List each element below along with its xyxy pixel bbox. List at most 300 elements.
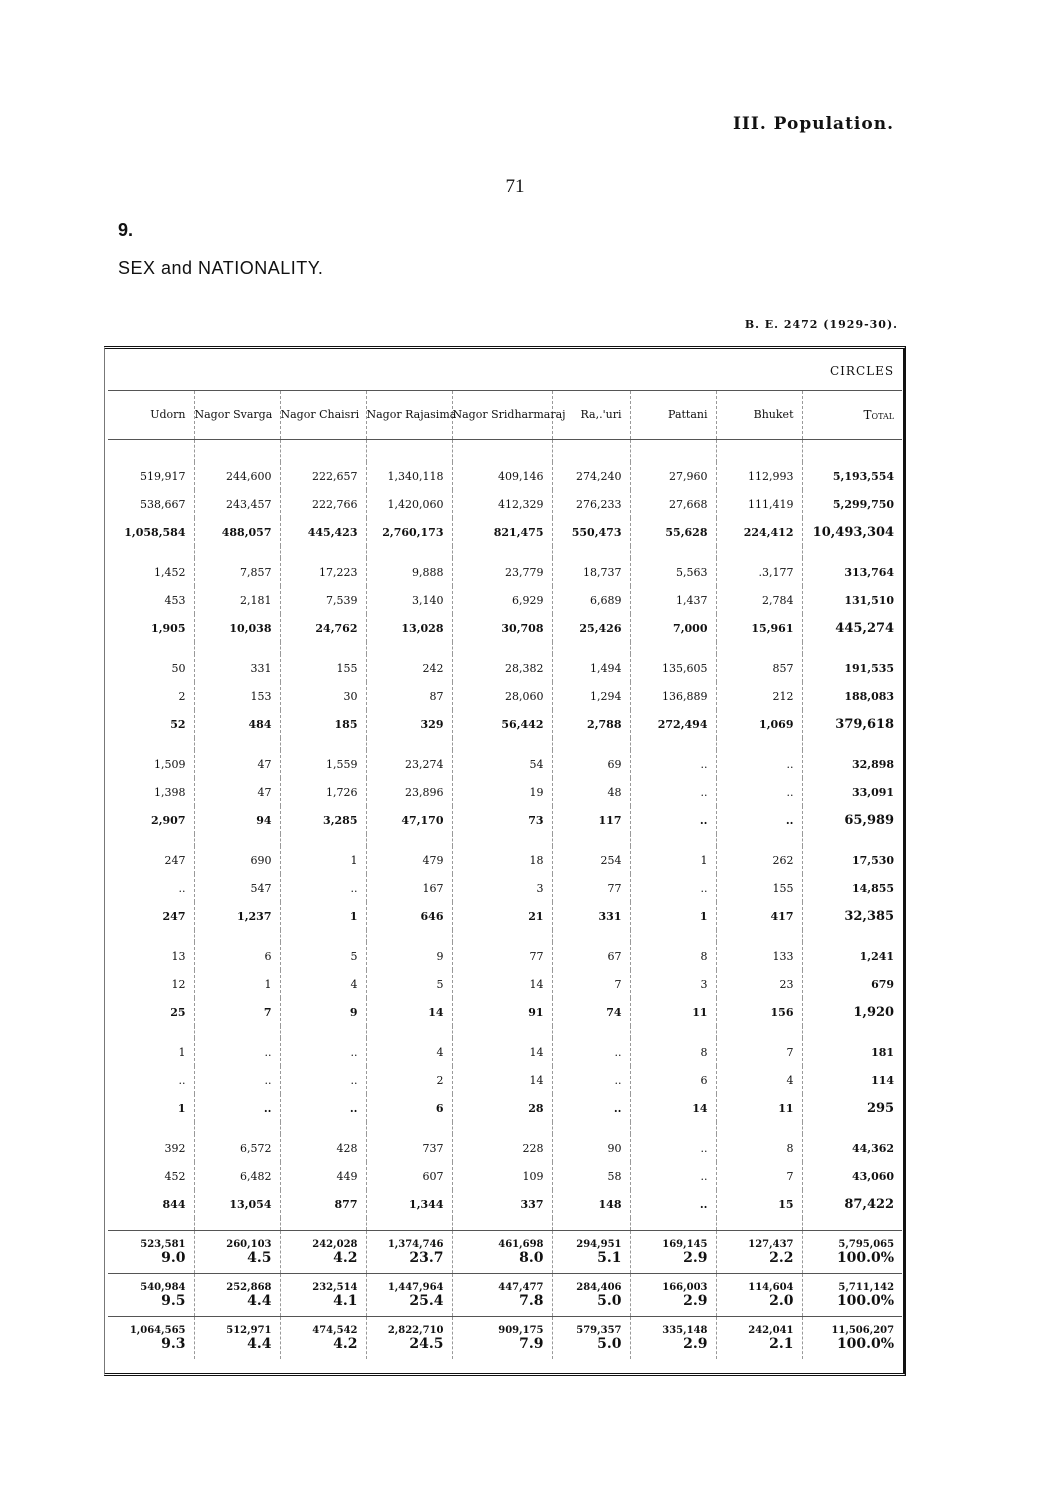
table-cell: 844 — [162, 1197, 186, 1211]
summary-percent: 8.0 — [519, 1250, 544, 1266]
table-cell: 9 — [366, 942, 452, 970]
summary-percent: 4.2 — [333, 1250, 358, 1266]
table-cell: 109 — [452, 1162, 552, 1190]
summary-value: 335,148 — [662, 1325, 708, 1336]
table-cell: 262 — [716, 846, 802, 874]
summary-percent: 4.4 — [247, 1293, 272, 1309]
table-cell: 1,340,118 — [366, 462, 452, 490]
table-cell: 136,889 — [630, 682, 716, 710]
table-cell: 1,494 — [552, 654, 630, 682]
summary-cell — [194, 1231, 280, 1274]
table-cell: 30 — [280, 682, 366, 710]
table-row — [108, 490, 902, 518]
table-cell: 7 — [716, 1038, 802, 1066]
table-cell: 6,572 — [194, 1134, 280, 1162]
summary-cell — [802, 1274, 902, 1317]
table-cell: 6 — [630, 1066, 716, 1094]
summary-value: 5,711,142 — [838, 1282, 895, 1293]
table-cell: 56,442 — [452, 710, 552, 738]
table-cell: 5,299,750 — [802, 490, 902, 518]
table-cell: 181 — [802, 1038, 902, 1066]
table-cell: 1,420,060 — [366, 490, 452, 518]
table-cell: 9 — [280, 998, 366, 1026]
summary-row — [108, 1274, 902, 1317]
table-cell: .. — [630, 778, 716, 806]
table-cell: 857 — [716, 654, 802, 682]
summary-value: 166,003 — [662, 1282, 708, 1293]
table-cell: 90 — [552, 1134, 630, 1162]
table-row — [108, 1038, 902, 1066]
table-cell: 1 — [194, 970, 280, 998]
table-cell: 877 — [280, 1190, 366, 1218]
table-row — [108, 558, 902, 586]
table-cell: 331 — [552, 902, 630, 930]
table-cell: 155 — [280, 654, 366, 682]
table-cell: 488,057 — [194, 518, 280, 546]
table-cell: 2,181 — [194, 586, 280, 614]
table-cell: 6 — [194, 942, 280, 970]
table-cell: 2,788 — [552, 710, 630, 738]
summary-percent: 4.2 — [333, 1336, 358, 1352]
summary-value: 2,822,710 — [387, 1325, 444, 1336]
table-cell: 1,905 — [151, 621, 186, 635]
table-cell: 44,362 — [802, 1134, 902, 1162]
table-cell: 91 — [452, 998, 552, 1026]
table-cell: 212 — [716, 682, 802, 710]
table-cell: 24,762 — [280, 614, 366, 642]
table-cell: 3 — [630, 970, 716, 998]
summary-value: 127,437 — [748, 1239, 794, 1250]
summary-percent: 5.0 — [597, 1293, 622, 1309]
table-cell: 4 — [280, 970, 366, 998]
summary-cell — [552, 1231, 630, 1274]
table-cell: 19 — [452, 778, 552, 806]
summary-cell — [452, 1231, 552, 1274]
table-cell: .. — [630, 1134, 716, 1162]
table-cell: 4 — [716, 1066, 802, 1094]
census-table — [108, 352, 902, 1359]
table-cell: 54 — [452, 750, 552, 778]
table-cell: 547 — [194, 874, 280, 902]
table-cell: 646 — [366, 902, 452, 930]
column-header: Bhuket — [716, 391, 802, 440]
table-cell: 690 — [194, 846, 280, 874]
summary-percent: 9.0 — [161, 1250, 186, 1266]
table-cell: 25 — [170, 1005, 186, 1019]
table-row — [108, 1066, 902, 1094]
summary-value: 1,447,964 — [387, 1282, 444, 1293]
period-label: B. E. 2472 (1929-30). — [744, 318, 898, 331]
column-header: Ra,.'uri — [552, 391, 630, 440]
table-cell: .. — [630, 874, 716, 902]
table-cell: 7,000 — [630, 614, 716, 642]
table-cell: .. — [178, 881, 186, 895]
summary-percent: 24.5 — [409, 1336, 444, 1352]
summary-cell — [366, 1231, 452, 1274]
table-cell: 6,689 — [552, 586, 630, 614]
table-cell: 77 — [552, 874, 630, 902]
table-cell: 27,668 — [630, 490, 716, 518]
table-cell: 13 — [171, 949, 186, 963]
summary-percent: 9.5 — [161, 1293, 186, 1309]
table-cell: 28,060 — [452, 682, 552, 710]
table-cell: 2,784 — [716, 586, 802, 614]
table-cell: 25,426 — [552, 614, 630, 642]
summary-percent: 9.3 — [161, 1336, 186, 1352]
table-row — [108, 1094, 902, 1122]
summary-cell — [552, 1274, 630, 1317]
table-cell: 1 — [280, 846, 366, 874]
table-cell: 1,237 — [194, 902, 280, 930]
table-cell: 14 — [630, 1094, 716, 1122]
table-cell: 550,473 — [552, 518, 630, 546]
table-cell: 1,058,584 — [124, 525, 186, 539]
table-cell: .. — [552, 1038, 630, 1066]
table-cell: 1,452 — [154, 565, 186, 579]
table-cell: 1,726 — [280, 778, 366, 806]
table-cell: .. — [194, 1038, 280, 1066]
table-cell: 228 — [452, 1134, 552, 1162]
table-cell: 50 — [171, 661, 186, 675]
table-cell: 58 — [552, 1162, 630, 1190]
summary-value: 284,406 — [576, 1282, 622, 1293]
table-row — [108, 654, 902, 682]
circles-header: CIRCLES — [108, 352, 902, 391]
summary-value: 474,542 — [312, 1325, 358, 1336]
table-cell: 47,170 — [366, 806, 452, 834]
table-cell: 5 — [280, 942, 366, 970]
table-cell: 331 — [194, 654, 280, 682]
summary-cell — [108, 1274, 194, 1317]
table-cell: 4 — [366, 1038, 452, 1066]
table-cell: 7 — [552, 970, 630, 998]
table-cell: 47 — [194, 778, 280, 806]
table-row — [108, 998, 902, 1026]
table-cell: 87,422 — [802, 1190, 902, 1218]
summary-percent: 25.4 — [409, 1293, 444, 1309]
summary-percent: 2.9 — [683, 1336, 708, 1352]
column-header: Nagor Chaisri — [280, 391, 366, 440]
table-cell: 2 — [178, 689, 186, 703]
summary-value: 260,103 — [226, 1239, 272, 1250]
table-cell: 224,412 — [716, 518, 802, 546]
column-header: Nagor Sridharmaraj — [452, 391, 552, 440]
summary-cell — [366, 1274, 452, 1317]
table-cell: 6,482 — [194, 1162, 280, 1190]
table-cell: 428 — [280, 1134, 366, 1162]
table-cell: 1,069 — [716, 710, 802, 738]
table-cell: 112,993 — [716, 462, 802, 490]
table-row — [108, 846, 902, 874]
table-cell: 27,960 — [630, 462, 716, 490]
table-cell: 379,618 — [802, 710, 902, 738]
table-row — [108, 682, 902, 710]
table-cell: 242 — [366, 654, 452, 682]
table-cell: 153 — [194, 682, 280, 710]
table-cell: 32,385 — [802, 902, 902, 930]
table-row — [108, 874, 902, 902]
table-cell: 73 — [452, 806, 552, 834]
table-cell: 295 — [802, 1094, 902, 1122]
table-cell: 519,917 — [140, 469, 186, 483]
table-cell: 191,535 — [802, 654, 902, 682]
table-cell: 412,329 — [452, 490, 552, 518]
table-cell: 392 — [164, 1141, 186, 1155]
summary-value: 909,175 — [498, 1325, 544, 1336]
table-cell: 7,857 — [194, 558, 280, 586]
table-cell: 11 — [630, 998, 716, 1026]
table-cell: 156 — [716, 998, 802, 1026]
table-cell: 77 — [452, 942, 552, 970]
table-cell: .. — [716, 750, 802, 778]
table-cell: 1,294 — [552, 682, 630, 710]
table-cell: 1,398 — [154, 785, 186, 799]
summary-value: 252,868 — [226, 1282, 272, 1293]
summary-cell — [802, 1231, 902, 1274]
summary-percent: 5.1 — [597, 1250, 622, 1266]
column-header: Pattani — [630, 391, 716, 440]
table-cell: .. — [178, 1073, 186, 1087]
summary-cell — [630, 1231, 716, 1274]
table-cell: 23,779 — [452, 558, 552, 586]
summary-value: 1,064,565 — [129, 1325, 186, 1336]
table-cell: 409,146 — [452, 462, 552, 490]
table-cell: 276,233 — [552, 490, 630, 518]
summary-percent: 2.2 — [769, 1250, 794, 1266]
summary-value: 447,477 — [498, 1282, 544, 1293]
summary-value: 461,698 — [498, 1239, 544, 1250]
summary-cell — [194, 1317, 280, 1360]
summary-cell — [802, 1317, 902, 1360]
table-cell: 3 — [452, 874, 552, 902]
summary-cell — [716, 1274, 802, 1317]
table-cell: 5 — [366, 970, 452, 998]
table-cell: 1 — [178, 1045, 186, 1059]
table-cell: 14 — [452, 1038, 552, 1066]
summary-cell — [452, 1274, 552, 1317]
table-cell: .. — [716, 806, 802, 834]
table-cell: 313,764 — [802, 558, 902, 586]
summary-percent: 4.1 — [333, 1293, 358, 1309]
table-cell: 1,509 — [154, 757, 186, 771]
table-cell: 52 — [170, 717, 186, 731]
table-row — [108, 1162, 902, 1190]
summary-value: 232,514 — [312, 1282, 358, 1293]
table-cell: 5,193,554 — [802, 462, 902, 490]
table-cell: 94 — [194, 806, 280, 834]
table-cell: 12 — [171, 977, 186, 991]
summary-percent: 2.9 — [683, 1293, 708, 1309]
summary-value: 169,145 — [662, 1239, 708, 1250]
table-row — [108, 942, 902, 970]
table-cell: 47 — [194, 750, 280, 778]
table-cell: 8 — [630, 942, 716, 970]
table-cell: 188,083 — [802, 682, 902, 710]
summary-cell — [280, 1317, 366, 1360]
table-cell: 28 — [452, 1094, 552, 1122]
table-cell: 55,628 — [630, 518, 716, 546]
table-cell: 28,382 — [452, 654, 552, 682]
table-cell: 43,060 — [802, 1162, 902, 1190]
table-cell: 337 — [452, 1190, 552, 1218]
column-header: Nagor Rajasima — [366, 391, 452, 440]
table-cell: 133 — [716, 942, 802, 970]
table-cell: 453 — [164, 593, 186, 607]
summary-percent: 100.0% — [836, 1250, 895, 1266]
table-cell: .3,177 — [716, 558, 802, 586]
table-cell: 1 — [630, 846, 716, 874]
table-cell: 329 — [366, 710, 452, 738]
summary-percent: 2.9 — [683, 1250, 708, 1266]
summary-cell — [280, 1274, 366, 1317]
summary-cell — [194, 1274, 280, 1317]
table-cell: 23,274 — [366, 750, 452, 778]
summary-row — [108, 1231, 902, 1274]
table-cell: 254 — [552, 846, 630, 874]
table-cell: 10,038 — [194, 614, 280, 642]
summary-percent: 7.9 — [519, 1336, 544, 1352]
table-cell: 1,241 — [802, 942, 902, 970]
table-row — [108, 710, 902, 738]
table-cell: 445,274 — [802, 614, 902, 642]
table-cell: 13,028 — [366, 614, 452, 642]
table-row — [108, 518, 902, 546]
table-cell: 155 — [716, 874, 802, 902]
page-number: 71 — [505, 176, 525, 197]
table-cell: 737 — [366, 1134, 452, 1162]
table-number: 9. — [118, 220, 134, 240]
table-cell: 1,344 — [366, 1190, 452, 1218]
table-cell: 14 — [366, 998, 452, 1026]
table-row — [108, 806, 902, 834]
table-cell: 1 — [177, 1101, 186, 1115]
table-cell: 87 — [366, 682, 452, 710]
summary-cell — [716, 1231, 802, 1274]
table-cell: 18,737 — [552, 558, 630, 586]
summary-cell — [630, 1317, 716, 1360]
table-cell: 8 — [716, 1134, 802, 1162]
table-cell: 821,475 — [452, 518, 552, 546]
table-cell: 15,961 — [716, 614, 802, 642]
table-cell: 18 — [452, 846, 552, 874]
table-cell: .. — [194, 1066, 280, 1094]
table-cell: 244,600 — [194, 462, 280, 490]
table-cell: 679 — [802, 970, 902, 998]
summary-value: 1,374,746 — [387, 1239, 444, 1250]
table-cell: 452 — [164, 1169, 186, 1183]
table-cell: 117 — [552, 806, 630, 834]
table-cell: 5,563 — [630, 558, 716, 586]
table-cell: 7 — [194, 998, 280, 1026]
summary-value: 523,581 — [140, 1239, 186, 1250]
table-cell: 1 — [630, 902, 716, 930]
summary-value: 242,041 — [748, 1325, 794, 1336]
table-cell: 23 — [716, 970, 802, 998]
table-cell: .. — [194, 1094, 280, 1122]
table-cell: .. — [280, 1094, 366, 1122]
table-cell: 222,657 — [280, 462, 366, 490]
summary-cell — [716, 1317, 802, 1360]
table-cell: .. — [552, 1066, 630, 1094]
table-cell: 69 — [552, 750, 630, 778]
table-cell: .. — [280, 1038, 366, 1066]
section-title: III. Population. — [732, 114, 894, 134]
summary-percent: 2.1 — [769, 1336, 794, 1352]
table-cell: 48 — [552, 778, 630, 806]
table-cell: 243,457 — [194, 490, 280, 518]
table-cell: 32,898 — [802, 750, 902, 778]
summary-value: 242,028 — [312, 1239, 358, 1250]
summary-cell — [108, 1317, 194, 1360]
table-cell: 274,240 — [552, 462, 630, 490]
table-cell: 21 — [452, 902, 552, 930]
table-cell: 479 — [366, 846, 452, 874]
table-cell: 272,494 — [630, 710, 716, 738]
table-cell: 9,888 — [366, 558, 452, 586]
table-cell: .. — [630, 750, 716, 778]
summary-value: 540,984 — [140, 1282, 186, 1293]
table-cell: 67 — [552, 942, 630, 970]
table-cell: 445,423 — [280, 518, 366, 546]
table-cell: 33,091 — [802, 778, 902, 806]
table-cell: 15 — [716, 1190, 802, 1218]
summary-row — [108, 1317, 902, 1360]
table-cell: 3,285 — [280, 806, 366, 834]
table-cell: 14 — [452, 1066, 552, 1094]
table-cell: 6,929 — [452, 586, 552, 614]
table-cell: 148 — [552, 1190, 630, 1218]
table-row — [108, 778, 902, 806]
table-row — [108, 902, 902, 930]
table-cell: 11 — [716, 1094, 802, 1122]
table-cell: 185 — [280, 710, 366, 738]
summary-percent: 2.0 — [769, 1293, 794, 1309]
table-cell: .. — [552, 1094, 630, 1122]
summary-value: 11,506,207 — [831, 1325, 895, 1336]
summary-value: 512,971 — [226, 1325, 272, 1336]
table-cell: .. — [280, 1066, 366, 1094]
table-cell: 247 — [164, 853, 186, 867]
table-cell: 2,907 — [151, 813, 186, 827]
table-row — [108, 462, 902, 490]
summary-percent: 5.0 — [597, 1336, 622, 1352]
table-cell: 2,760,173 — [366, 518, 452, 546]
table-row — [108, 970, 902, 998]
table-row — [108, 614, 902, 642]
table-cell: 7 — [716, 1162, 802, 1190]
table-cell: 6 — [366, 1094, 452, 1122]
table-row — [108, 1190, 902, 1218]
summary-percent: 4.4 — [247, 1336, 272, 1352]
summary-value: 579,357 — [576, 1325, 622, 1336]
table-cell: 2 — [366, 1066, 452, 1094]
table-row — [108, 1134, 902, 1162]
table-cell: .. — [716, 778, 802, 806]
column-header: Nagor Svarga — [194, 391, 280, 440]
table-cell: .. — [630, 1190, 716, 1218]
summary-percent: 7.8 — [519, 1293, 544, 1309]
table-cell: 10,493,304 — [802, 518, 902, 546]
summary-cell — [552, 1317, 630, 1360]
table-cell: 111,419 — [716, 490, 802, 518]
summary-percent: 100.0% — [836, 1293, 895, 1309]
table-cell: .. — [280, 874, 366, 902]
table-cell: 1 — [280, 902, 366, 930]
table-cell: 1,920 — [802, 998, 902, 1026]
summary-cell — [366, 1317, 452, 1360]
table-cell: 538,667 — [140, 497, 186, 511]
summary-percent: 100.0% — [836, 1336, 895, 1352]
